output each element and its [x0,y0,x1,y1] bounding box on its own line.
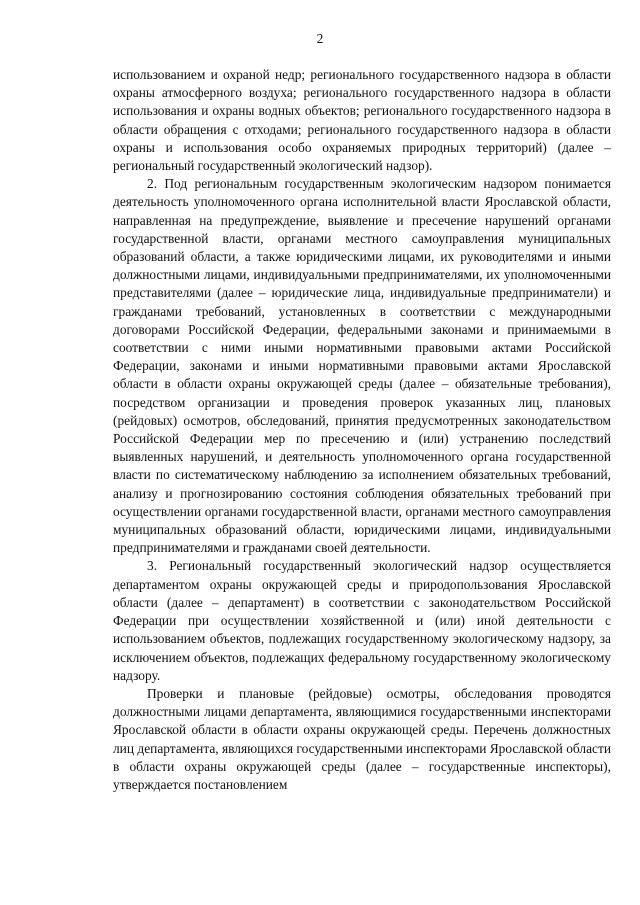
paragraph-item-3: 3. Региональный государственный экологический надзор осуществляется департаментом охраны окружающей среды и природопользования Ярославской области (далее – департамент) в соответствии с законодательством Российской Федерации при осуществлении хозяйственной и (или) иной деятельности с использованием объектов, подлежащих государственному экологическому надзору, за исключением объектов, подлежащих федеральному государственному экологическому надзору. [113,558,611,683]
paragraph-continuation: использованием и охраной недр; регионального государственного надзора в области охраны атмосферного воздуха; регионального государственного надзора в области использования и охраны водных объектов; регионального государственного надзора в области обращения с отходами; регионального государственного надзора в области охраны и использования особо охраняемых природных территорий) (далее – региональный государственный экологический надзор). [113,67,611,174]
page-number: 2 [316,31,324,46]
document-body [113,66,611,794]
paragraph-inspections: Проверки и плановые (рейдовые) осмотры, обследования проводятся должностными лицами департамента, являющимися государственными инспекторами Ярославской области в области охраны окружающей среды. Перечень должностных лиц департамента, являющихся государственными инспекторами Ярославской области в области охраны окружающей среды (далее – государственные инспекторы), утверждается постановлением [113,685,611,792]
paragraph-item-2: 2. Под региональным государственным экологическим надзором понимается деятельность уполномоченного органа исполнительной власти Ярославской области, направленная на предупреждение, выявление и пресечение нарушений органами государственной власти, органами местного самоуправления муниципальных образований области, а также юридическими лицами, их руководителями и иными должностными лицами, индивидуальными предпринимателями, их уполномоченными представителями (далее – юридические лица, индивидуальные предприниматели) и гражданами требований, установленных в соответствии с международными договорами Российской Федерации, федеральными законами и принимаемыми в соответствии с ними иными нормативными правовыми актами Российской Федерации, законами и иными нормативными правовыми актами Ярославской области в области охраны окружающей среды (далее – обязательные требования), посредством организации и проведения проверок указанных лиц, плановых (рейдовых) осмотров, обследований, принятия предусмотренных законодательством Российской Федерации мер по пресечению и (или) устранению последствий выявленных нарушений, и деятельность уполномоченного органа государственной власти по систематическому наблюдению за исполнением обязательных требований, анализу и прогнозированию состояния соблюдения обязательных требований при осуществлении органами государственной власти, органами местного самоуправления муниципальных образований области, юридическими лицами, индивидуальными предпринимателями и гражданами своей деятельности. [113,176,611,556]
